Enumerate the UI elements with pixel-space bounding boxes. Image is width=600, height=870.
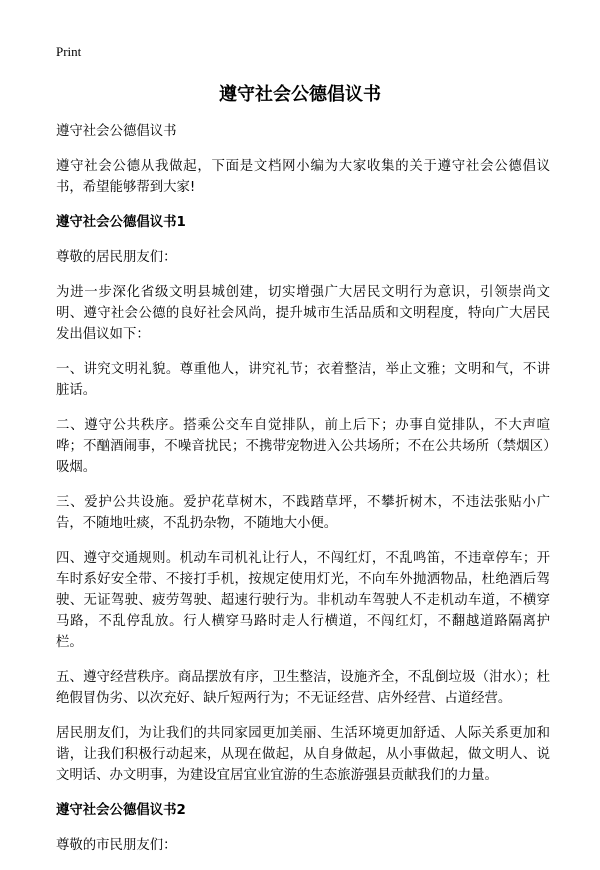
- section-2-greeting: 尊敬的市民朋友们：: [56, 838, 177, 853]
- page-title: 遵守社会公德倡议书: [219, 84, 381, 105]
- document-body: [56, 121, 550, 870]
- section-1-paragraph: 为进一步深化省级文明县城创建，切实增强广大居民文明行为意识，引领崇尚文明、遵守社会公德的良好社会风尚，提升城市生活品质和文明程度，特向广大居民发出倡议如下：: [56, 285, 550, 342]
- doc-subtitle: 遵守社会公德倡议书: [56, 124, 177, 139]
- section-1-heading: 遵守社会公德倡议书1: [56, 215, 186, 230]
- section-1-paragraph: 一、讲究文明礼貌。尊重他人，讲究礼节；衣着整洁，举止文雅；文明和气，不讲脏话。: [56, 362, 550, 398]
- section-1-paragraph: 三、爱护公共设施。爱护花草树木，不践踏草坪，不攀折树木，不违法张贴小广告，不随地吐痰，不乱扔杂物，不随地大小便。: [56, 495, 550, 531]
- section-1-paragraph: 居民朋友们，为让我们的共同家园更加美丽、生活环境更加舒适、人际关系更加和谐，让我们积极行动起来，从现在做起，从自身做起，从小事做起，做文明人、说文明话、办文明事，为建设宜居宜业宜游的生态旅游强县贡献我们的力量。: [56, 726, 550, 783]
- print-label: Print: [56, 44, 82, 59]
- section-2-heading: 遵守社会公德倡议书2: [56, 803, 186, 818]
- section-1-paragraph: 二、遵守公共秩序。搭乘公交车自觉排队，前上后下；办事自觉排队，不大声喧哗；不酗酒闹事，不噪音扰民；不携带宠物进入公共场所；不在公共场所（禁烟区）吸烟。: [56, 418, 550, 475]
- section-1-paragraph: 五、遵守经营秩序。商品摆放有序，卫生整洁，设施齐全，不乱倒垃圾（泔水）；杜绝假冒伪劣、以次充好、缺斤短两行为；不无证经营、店外经营、占道经营。: [56, 670, 550, 706]
- section-1-greeting: 尊敬的居民朋友们：: [56, 250, 177, 265]
- intro-paragraph: 遵守社会公德从我做起，下面是文档网小编为大家收集的关于遵守社会公德倡议书，希望能够帮到大家!: [56, 159, 550, 195]
- section-1-paragraph: 四、遵守交通规则。机动车司机礼让行人，不闯红灯，不乱鸣笛，不违章停车；开车时系好安全带、不接打手机，按规定使用灯光，不向车外抛洒物品，杜绝酒后驾驶、无证驾驶、疲劳驾驶、超速行驶行为。非机动车驾驶人不走机动车道，不横穿马路，不乱停乱放。行人横穿马路时走人行横道，不闯红灯，不翻越道路隔离护栏。: [56, 551, 550, 650]
